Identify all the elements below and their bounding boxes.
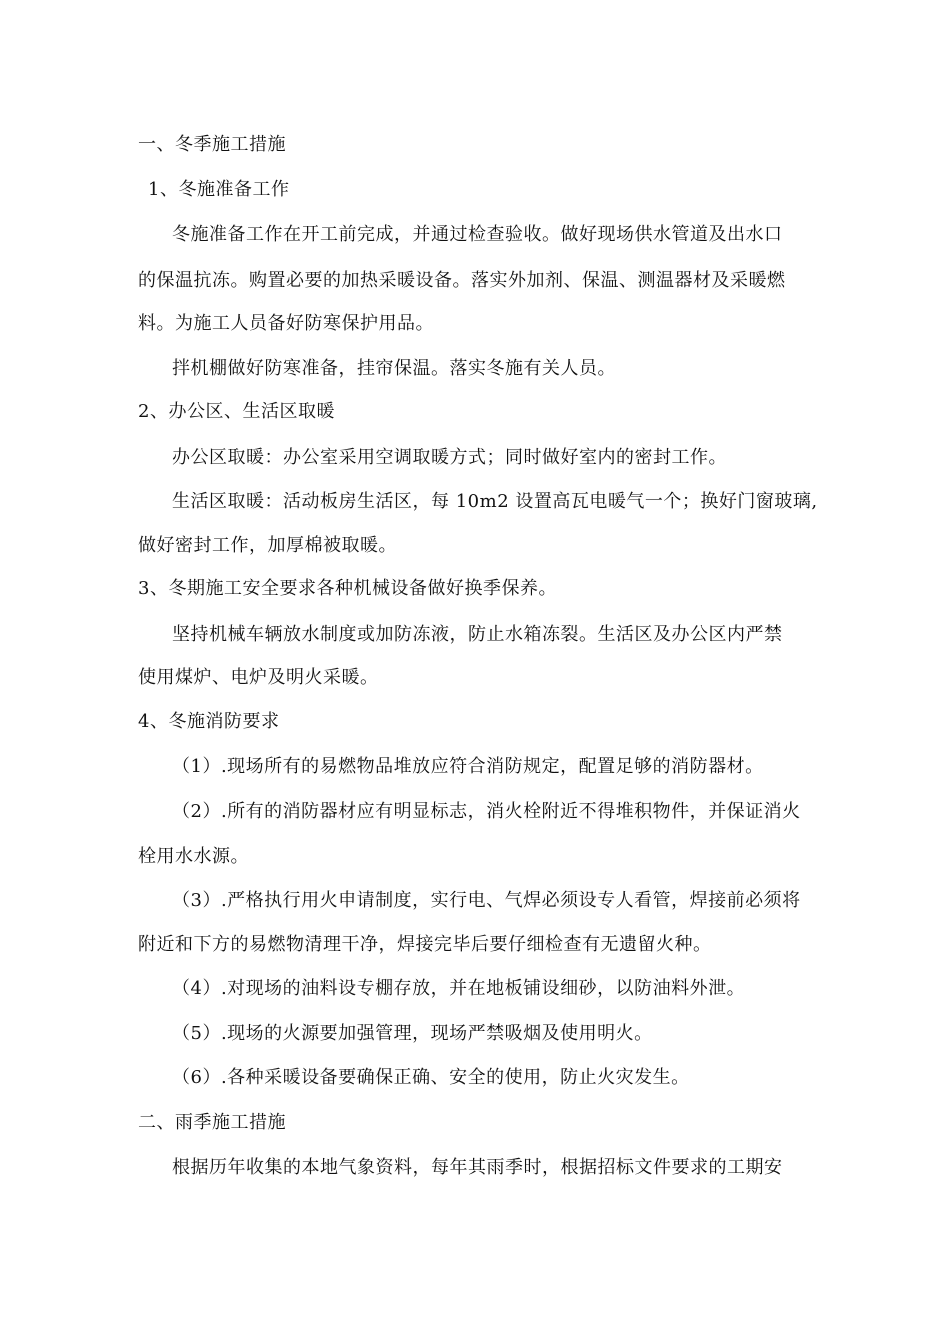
list-item: （6）.各种采暖设备要确保正确、安全的使用，防止火灾发生。: [172, 1067, 690, 1088]
list-item: （5）.现场的火源要加强管理，现场严禁吸烟及使用明火。: [172, 1023, 653, 1044]
paragraph-line: 使用煤炉、电炉及明火采暖。: [138, 667, 379, 688]
paragraph-line: 拌机棚做好防寒准备，挂帘保温。落实冬施有关人员。: [172, 358, 616, 379]
section-heading-rain: 二、雨季施工措施: [138, 1112, 286, 1133]
list-item: （1）.现场所有的易燃物品堆放应符合消防规定，配置足够的消防器材。: [172, 756, 764, 777]
subheading-heating: 2、办公区、生活区取暖: [138, 401, 335, 422]
paragraph-line: 生活区取暖：活动板房生活区，每 10m2 设置高瓦电暖气一个；换好门窗玻璃,: [172, 491, 818, 512]
paragraph-line: 料。为施工人员备好防寒保护用品。: [138, 313, 434, 334]
section-heading-winter: 一、冬季施工措施: [138, 134, 286, 155]
list-item-continuation: 附近和下方的易燃物清理干净，焊接完毕后要仔细检查有无遗留火种。: [138, 934, 712, 955]
list-item: （2）.所有的消防器材应有明显标志，消火栓附近不得堆积物件，并保证消火: [172, 801, 801, 822]
paragraph-line: 坚持机械车辆放水制度或加防冻液，防止水箱冻裂。生活区及办公区内严禁: [172, 624, 783, 645]
subheading-winter-prep: 1、冬施准备工作: [148, 179, 290, 200]
list-item: （3）.严格执行用火申请制度，实行电、气焊必须设专人看管，焊接前必须将: [172, 890, 801, 911]
list-item: （4）.对现场的油料设专棚存放，并在地板铺设细砂，以防油料外泄。: [172, 978, 746, 999]
paragraph-line: 办公区取暖：办公室采用空调取暖方式；同时做好室内的密封工作。: [172, 447, 727, 468]
paragraph-line: 根据历年收集的本地气象资料，每年其雨季时，根据招标文件要求的工期安: [172, 1157, 783, 1178]
subheading-safety: 3、冬期施工安全要求各种机械设备做好换季保养。: [138, 578, 557, 599]
paragraph-line: 冬施准备工作在开工前完成，并通过检查验收。做好现场供水管道及出水口: [172, 224, 783, 245]
paragraph-line: 的保温抗冻。购置必要的加热采暖设备。落实外加剂、保温、测温器材及采暖燃: [138, 270, 786, 291]
subheading-fire: 4、冬施消防要求: [138, 711, 280, 732]
list-item-continuation: 栓用水水源。: [138, 846, 249, 867]
paragraph-line: 做好密封工作，加厚棉被取暖。: [138, 535, 397, 556]
